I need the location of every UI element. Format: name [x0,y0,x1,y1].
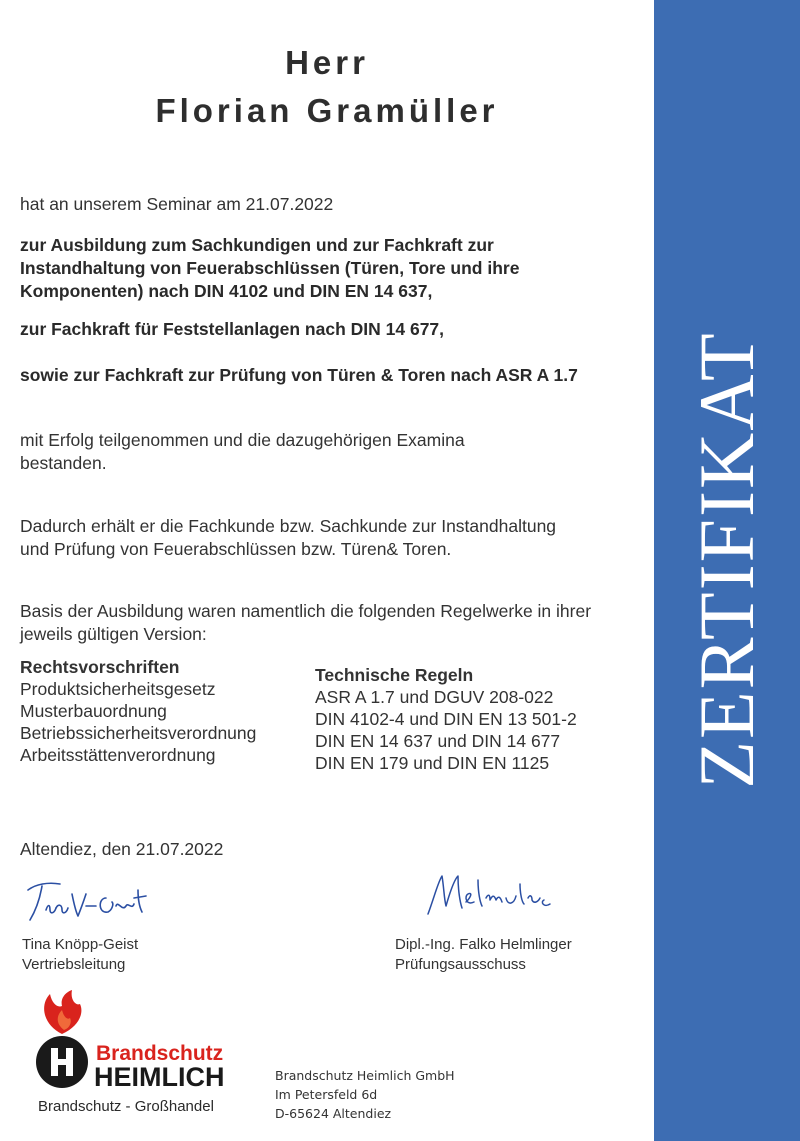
technical-rule-item: DIN EN 179 und DIN EN 1125 [315,753,550,773]
basis-text: Basis der Ausbildung waren namentlich die folgenden Regelwerke in ihrer jeweils gültigen Version: [20,601,592,644]
signatory-2-name: Dipl.-Ing. Falko Helmlinger [395,936,572,953]
regulation-item: Betriebssicherheitsverordnung [20,723,257,743]
logo-heimlich-text: HEIMLICH [94,1062,225,1090]
address-line: Brandschutz Heimlich GmbH [275,1068,455,1083]
certificate-title: ZERTIFIKAT [683,331,770,789]
company-logo [22,990,234,1120]
place-date: Altendiez, den 21.07.2022 [20,839,224,859]
technical-rules-heading: Technische Regeln [315,665,474,685]
regulation-item: Musterbauordnung [20,701,167,721]
logo-brandschutz-text: Brandschutz [96,1042,224,1065]
address-line: D-65624 Altendiez [275,1106,392,1121]
flame-h-logo-icon [22,990,234,1090]
technical-rules-list [315,664,577,774]
signatory-2 [395,935,572,975]
signature-2-image [420,868,570,923]
recipient-name: Florian Gramüller [155,92,499,129]
signatory-2-role: Prüfungsausschuss [395,956,526,973]
qualification-1: zur Ausbildung zum Sachkundigen und zur Fachkraft zur Instandhaltung von Feuerabschlüssen (Türen, Tore und ihre Komponenten) nach DIN 4102 und DIN EN 14 637, [20,235,520,301]
technical-rule-item: DIN EN 14 637 und DIN 14 677 [315,731,561,751]
address-line: Im Petersfeld 6d [275,1087,378,1102]
qualification-3: sowie zur Fachkraft zur Prüfung von Türen & Toren nach ASR A 1.7 [20,365,578,385]
technical-rule-item: ASR A 1.7 und DGUV 208-022 [315,687,554,707]
regulation-item: Arbeitsstättenverordnung [20,745,216,765]
signatory-1-role: Vertriebsleitung [22,956,126,973]
regulations-heading: Rechtsvorschriften [20,657,180,677]
company-address [275,1066,455,1123]
result-text: mit Erfolg teilgenommen und die dazugehörigen Examina bestanden. [20,430,465,473]
consequence-text: Dadurch erhält er die Fachkunde bzw. Sachkunde zur Instandhaltung und Prüfung von Feuerabschlüssen bzw. Türen& Toren. [20,516,557,559]
technical-rule-item: DIN 4102-4 und DIN EN 13 501-2 [315,709,577,729]
signatory-1-name: Tina Knöpp-Geist [22,936,139,953]
recipient-salutation: Herr [285,44,369,81]
logo-tagline: Brandschutz - Großhandel [38,1098,214,1115]
signatory-1 [22,935,138,975]
qualification-2: zur Fachkraft für Feststellanlagen nach DIN 14 677, [20,319,445,339]
intro-text: hat an unserem Seminar am 21.07.2022 [20,194,334,214]
signature-1-image [22,876,162,926]
regulations-list [20,656,256,766]
regulation-item: Produktsicherheitsgesetz [20,679,216,699]
